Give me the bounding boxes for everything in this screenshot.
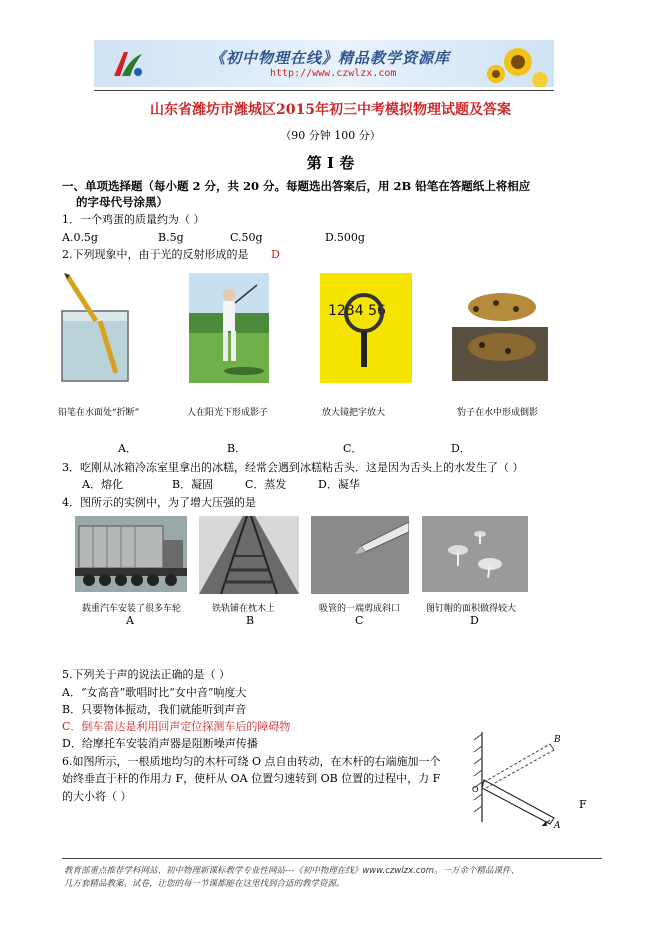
golfer-shadow-image bbox=[189, 273, 269, 383]
question-5-stem: 5.下列关于声的说法正确的是（ ） bbox=[62, 668, 230, 681]
q2-answer: D bbox=[271, 248, 280, 261]
q2-label-b: B． bbox=[227, 442, 247, 455]
railway-sleepers-image bbox=[199, 516, 299, 594]
q4-label-a: A bbox=[126, 614, 134, 627]
footer-line-1: 教育部重点推荐学科网站、初中物理新课标教学专业性网站---《初中物理在线》www.czwlzx.com。一万余个精品课件、 bbox=[64, 866, 520, 876]
truck-wheels-image bbox=[75, 516, 187, 592]
magnifier-text: 1234 56 bbox=[328, 303, 386, 319]
q4-caption-d: 图钉帽的面积做得较大 bbox=[426, 604, 517, 614]
question-6-line3: 的大小将（ ） bbox=[62, 790, 132, 803]
q2-caption-b: 人在阳光下形成影子 bbox=[187, 408, 269, 418]
q3-option-b: B．凝固 bbox=[172, 478, 214, 491]
page-title: 山东省潍坊市潍城区2015年初三中考模拟物理试题及答案 bbox=[150, 102, 511, 118]
q2-label-a: A． bbox=[118, 442, 137, 455]
sunflower-icon bbox=[478, 40, 548, 87]
diagram-label-f: F bbox=[579, 798, 587, 811]
diagram-label-b: B bbox=[554, 735, 561, 745]
question-3-stem: 3．吃刚从冰箱冷冻室里拿出的冰糕，经常会遇到冰糕粘舌头．这是因为舌头上的水发生了（ ） bbox=[62, 461, 524, 474]
q5-option-a: A．“女高音”歌唱时比“女中音”响度大 bbox=[62, 686, 247, 699]
q4-caption-b: 铁轨铺在枕木上 bbox=[212, 604, 276, 614]
leopard-reflection-image bbox=[452, 273, 548, 381]
time-score: （90 分钟 100 分） bbox=[280, 129, 381, 142]
q5-option-b: B．只要物体振动，我们就能听到声音 bbox=[62, 703, 247, 716]
q2-caption-a: 铅笔在水面处“折断” bbox=[58, 408, 140, 418]
q3-option-d: D．凝华 bbox=[318, 478, 360, 491]
pencil-in-water-image bbox=[54, 273, 136, 383]
q1-option-d: D.500g bbox=[325, 231, 365, 244]
footer-line-2: 几万套精品教案、试卷，让您的每一节课都能在这里找到合适的教学资源。 bbox=[64, 879, 345, 889]
thumbtack-image bbox=[422, 516, 528, 592]
question-6-line1: 6.如图所示，一根质地均匀的木杆可绕 O 点自由转动，在木杆的右端施加一个 bbox=[62, 755, 441, 768]
question-4-stem: 4．图所示的实例中，为了增大压强的是 bbox=[62, 496, 256, 509]
q2-caption-c: 放大镜把字放大 bbox=[322, 408, 386, 418]
banner-url[interactable]: http://www.czwlzx.com bbox=[270, 68, 397, 79]
q2-label-d: D． bbox=[451, 442, 471, 455]
q2-label-c: C． bbox=[343, 442, 363, 455]
banner-title: 《初中物理在线》精品教学资源库 bbox=[210, 49, 451, 67]
section-heading-cont: 的字母代号涂黑） bbox=[76, 195, 168, 209]
site-banner bbox=[94, 40, 554, 87]
q5-option-d: D．给摩托车安装消声器是阻断噪声传播 bbox=[62, 737, 258, 750]
question-2-stem: 2.下列现象中，由于光的反射形成的是 bbox=[62, 248, 249, 261]
header-rule bbox=[94, 90, 554, 91]
volume-title: 第 I 卷 bbox=[306, 154, 355, 172]
diagram-label-o: O bbox=[472, 785, 479, 794]
magnifier-image bbox=[320, 273, 412, 383]
q1-option-c: C.50g bbox=[230, 231, 263, 244]
lever-diagram bbox=[470, 722, 575, 830]
q4-label-b: B bbox=[246, 614, 255, 627]
footer bbox=[64, 865, 519, 891]
site-logo-icon bbox=[110, 48, 146, 80]
q4-label-c: C bbox=[355, 614, 364, 627]
q4-caption-a: 载重汽车安装了很多车轮 bbox=[82, 604, 182, 614]
q4-label-d: D bbox=[470, 614, 479, 627]
q5-option-c: C．倒车雷达是利用回声定位探测车后的障碍物 bbox=[62, 720, 291, 733]
footer-rule bbox=[62, 858, 602, 859]
q4-caption-c: 吸管的一端剪成斜口 bbox=[319, 604, 401, 614]
diagram-label-a: A bbox=[554, 821, 561, 830]
q2-caption-d: 豹子在水中形成倒影 bbox=[457, 408, 539, 418]
question-6-line2: 始终垂直于杆的作用力 F，使杆从 OA 位置匀速转到 OB 位置的过程中，力 F bbox=[62, 772, 441, 785]
q1-option-b: B.5g bbox=[158, 231, 184, 244]
section-heading: 一、单项选择题（每小题 2 分，共 20 分。每题选出答案后，用 2B 铅笔在答题纸上将相应 bbox=[62, 179, 531, 193]
q1-option-a: A.0.5g bbox=[62, 231, 98, 244]
straw-slanted-image bbox=[311, 516, 409, 594]
question-1-stem: 1．一个鸡蛋的质量约为（ ） bbox=[62, 213, 205, 226]
q3-option-c: C．蒸发 bbox=[245, 478, 287, 491]
q3-option-a: A．熔化 bbox=[82, 478, 123, 491]
